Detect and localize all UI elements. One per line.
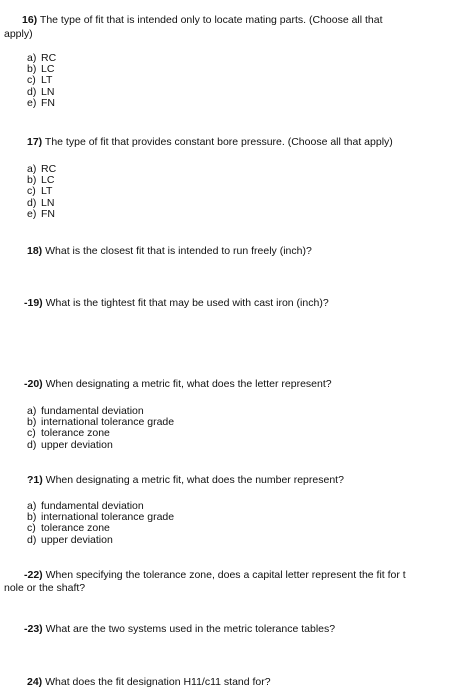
option-a[interactable]: a) fundamental deviation <box>27 500 144 512</box>
question-text: When designating a metric fit, what does the letter represent? <box>45 378 332 390</box>
option-c[interactable]: c) tolerance zone <box>27 427 110 440</box>
option-e[interactable]: e) FN <box>27 96 55 109</box>
question-number: 24) <box>27 676 43 688</box>
question-22 <box>24 569 406 582</box>
question-21 <box>27 474 344 487</box>
question-text: When specifying the tolerance zone, does a capital letter represent the fit for t <box>45 569 406 581</box>
question-20 <box>24 378 332 391</box>
options-list-16 <box>27 53 56 109</box>
question-text: What is the closest fit that is intended to run freely (inch)? <box>45 245 312 257</box>
question-text: The type of fit that provides constant bore pressure. (Choose all that apply) <box>44 136 393 148</box>
question-text: What are the two systems used in the metric tolerance tables? <box>45 623 336 635</box>
question-number: -19) <box>24 297 43 309</box>
option-b[interactable]: b) LC <box>27 63 55 76</box>
question-24 <box>27 676 271 689</box>
question-number: 18) <box>27 245 43 257</box>
option-b[interactable]: b) international tolerance grade <box>27 416 175 429</box>
option-b[interactable]: b) LC <box>27 174 55 187</box>
option-c[interactable]: c) LT <box>27 185 53 198</box>
question-number: -23) <box>24 623 43 635</box>
question-text: The type of fit that is intended only to locate mating parts. (Choose all that <box>39 14 383 26</box>
option-b[interactable]: b) international tolerance grade <box>27 511 175 524</box>
question-23 <box>24 623 335 636</box>
question-18 <box>27 245 312 258</box>
question-17 <box>27 136 393 149</box>
question-number: ?1) <box>27 474 43 486</box>
question-number: -22) <box>24 569 43 581</box>
question-number: 17) <box>27 136 43 148</box>
option-d[interactable]: d) upper deviation <box>27 533 113 546</box>
question-16 <box>22 14 383 27</box>
option-e[interactable]: e) FN <box>27 207 55 220</box>
option-c[interactable]: c) tolerance zone <box>27 522 110 535</box>
question-number: -20) <box>24 378 43 390</box>
question-text: What is the tightest fit that may be used with cast iron (inch)? <box>45 297 329 309</box>
option-d[interactable]: d) LN <box>27 196 55 209</box>
question-number: 16) <box>22 14 38 26</box>
question-text-continuation: nole or the shaft? <box>4 582 86 594</box>
option-c[interactable]: c) LT <box>27 74 53 87</box>
options-list-20 <box>27 406 174 451</box>
question-text-continuation: apply) <box>4 28 33 40</box>
option-a[interactable]: a) RC <box>27 163 57 175</box>
question-text: When designating a metric fit, what does the number represent? <box>45 474 344 486</box>
options-list-17 <box>27 164 56 220</box>
option-a[interactable]: a) RC <box>27 52 57 64</box>
question-19 <box>24 297 329 310</box>
option-d[interactable]: d) upper deviation <box>27 438 113 451</box>
option-d[interactable]: d) LN <box>27 85 55 98</box>
options-list-21 <box>27 501 174 546</box>
question-text: What does the fit designation H11/c11 stand for? <box>45 676 271 688</box>
option-a[interactable]: a) fundamental deviation <box>27 405 144 417</box>
